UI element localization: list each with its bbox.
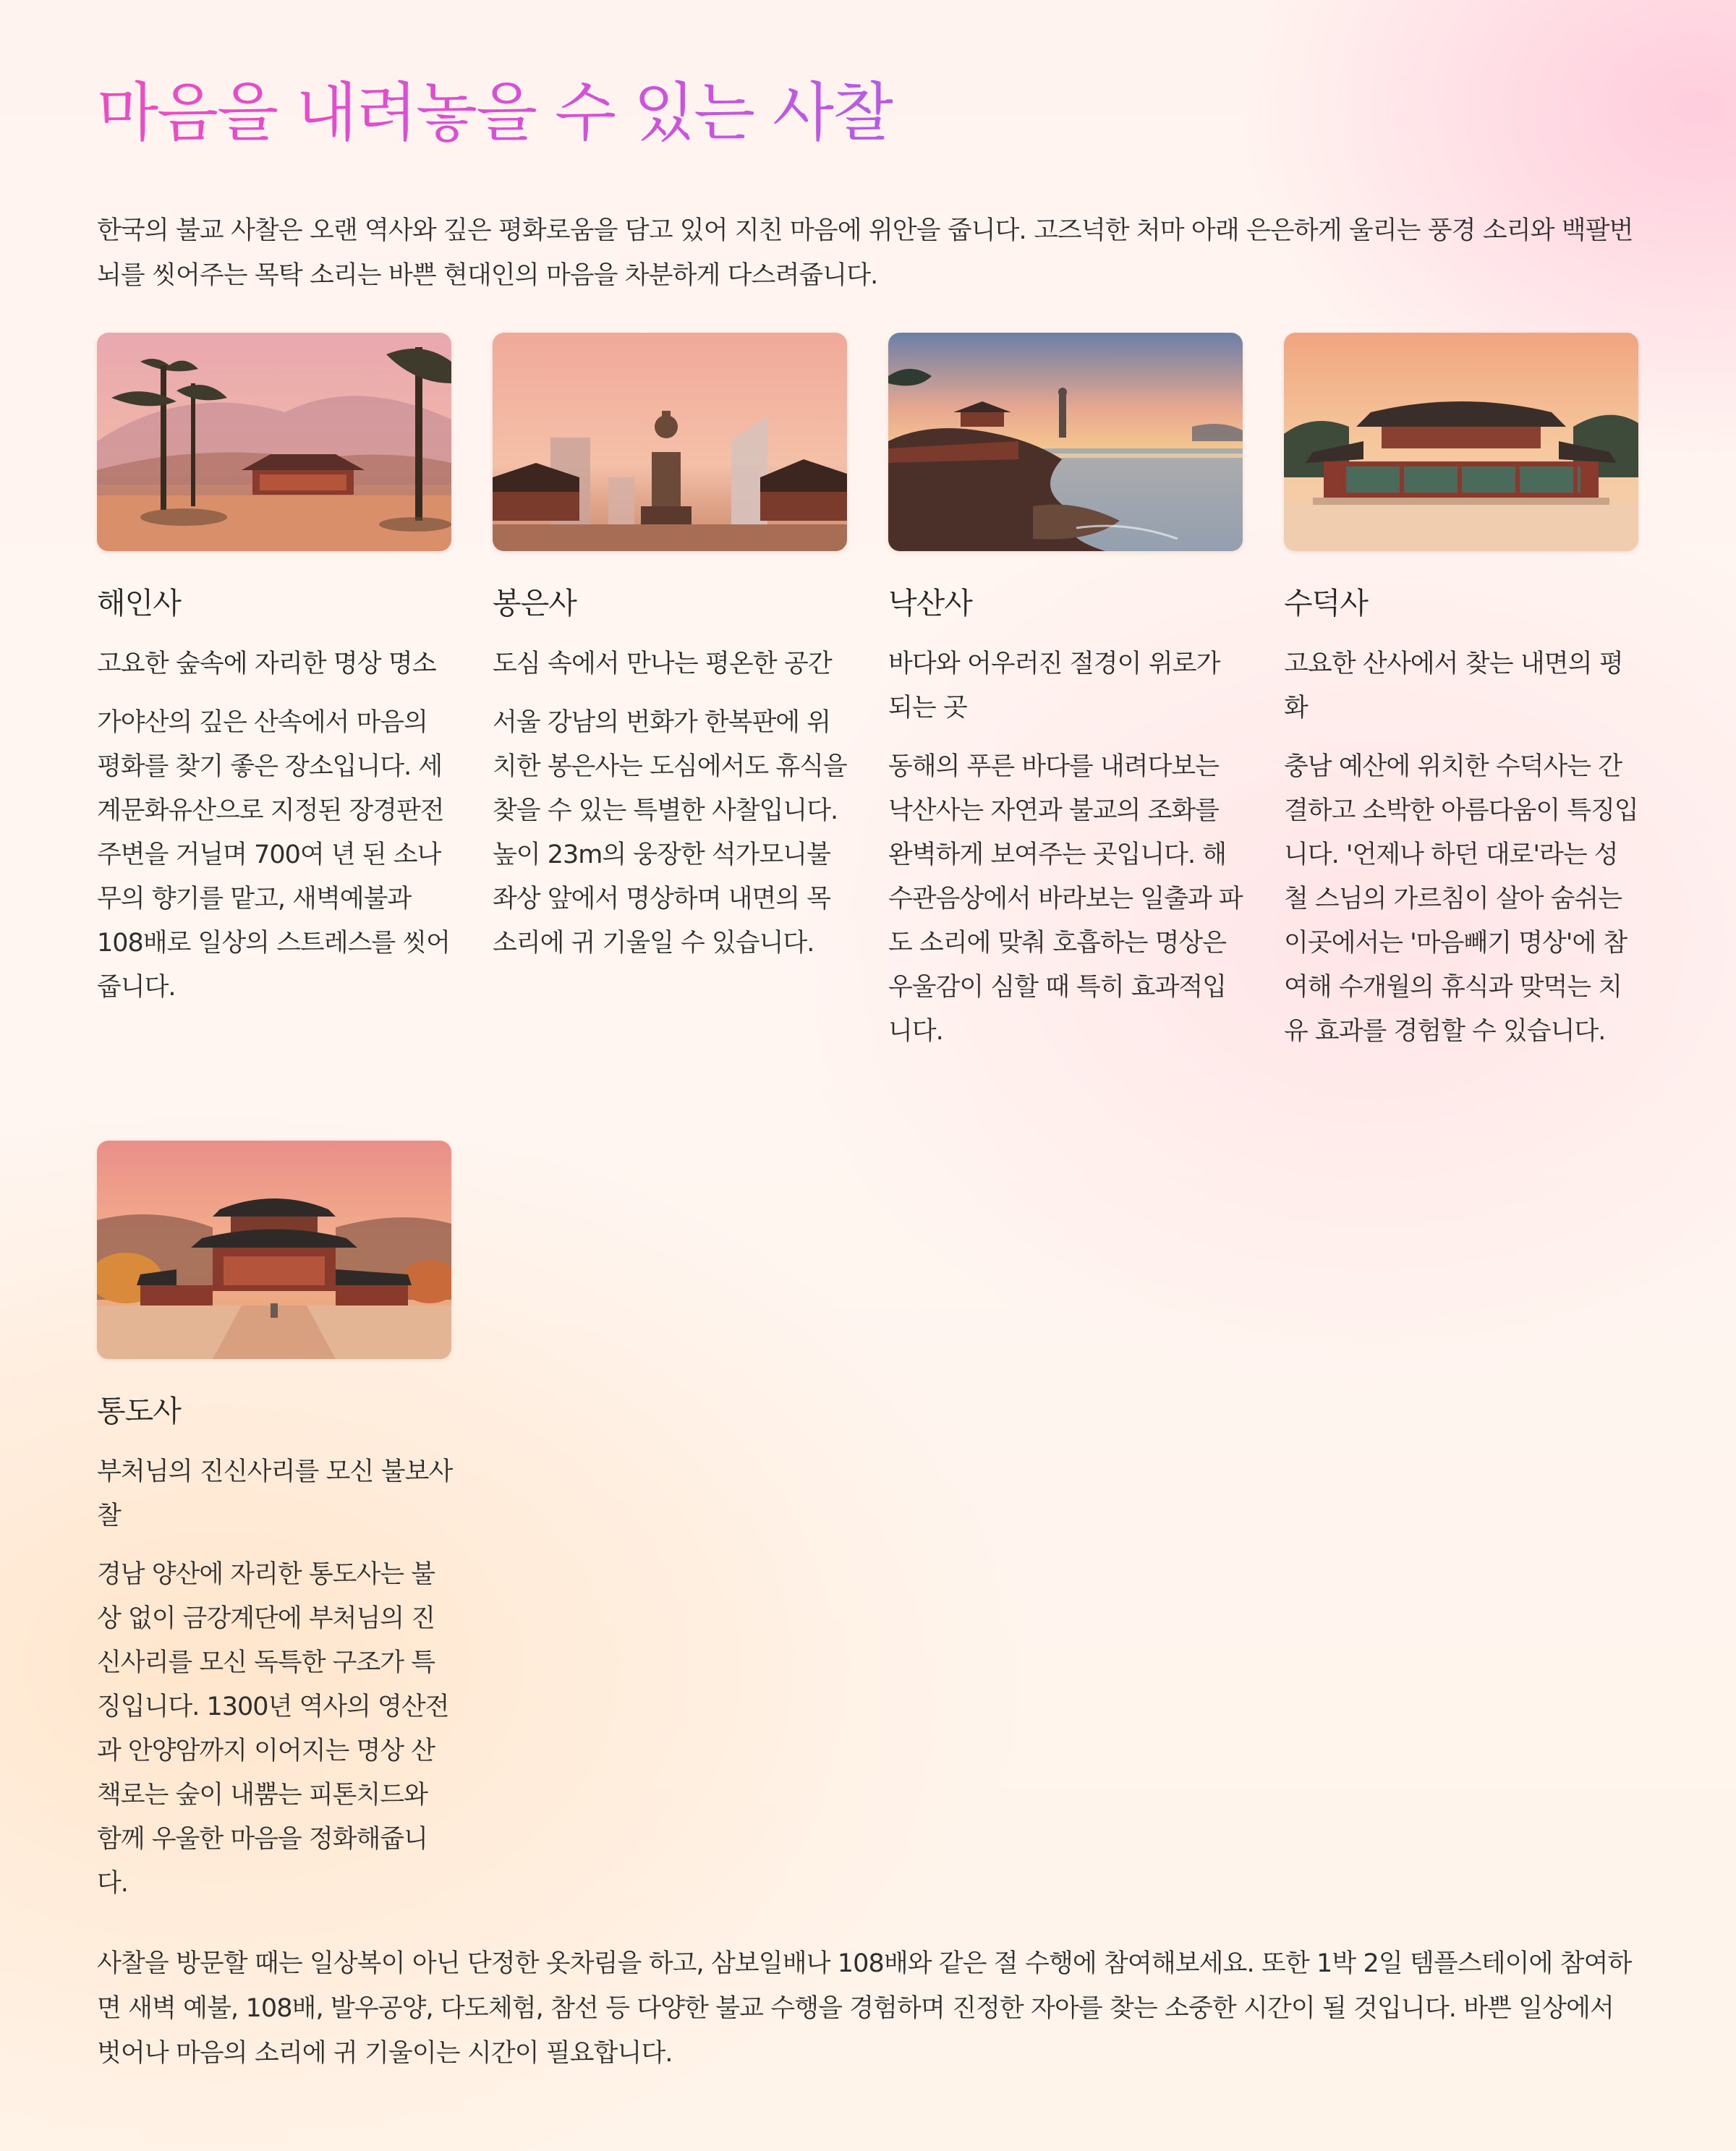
temple-card-tongdosa [97,1141,453,1906]
temple-name: 통도사 [97,1394,181,1428]
temple-subtitle: 부처님의 진신사리를 모신 불보사찰 [97,1457,453,1530]
temple-name: 해인사 [97,586,181,621]
temple-hall-photo [1284,333,1638,551]
city-buddha-statue-photo [493,333,847,551]
closing-paragraph: 사찰을 방문할 때는 일상복이 아닌 단정한 옷차림을 하고, 삼보일배나 108배와 같은 절 수행에 참여해보세요. 또한 1박 2일 템플스테이에 참여하면 새벽 예불, 108배, 발우공양, 다도체험, 참선 등 다양한 불교 수행을 경험하며 진정한 자아를 찾는 소중한 시간이 될 것입니다. 바쁜 일상에서 벗어나 마음의 소리에 귀 기울이는 시간이 필요합니다. [97,1949,1632,2068]
seaside-temple-sunrise-photo [888,333,1243,551]
temple-description: 경남 양산에 자리한 통도사는 불상 없이 금강계단에 부처님의 진신사리를 모신 독특한 구조가 특징입니다. 1300년 역사의 영산전과 안양암까지 이어지는 명상 산책로는 숲이 내뿜는 피톤치드와 함께 우울한 마음을 정화해줍니다. [97,1560,449,1898]
temple-card-sudeoksa [1284,333,1640,1054]
temple-card-bongeunsa [493,333,848,966]
temple-subtitle: 고요한 산사에서 찾는 내면의 평화 [1284,649,1623,723]
temple-forest-photo [97,333,451,551]
page-title: 마음을 내려놓을 수 있는 사찰 [97,69,893,156]
temple-description: 충남 예산에 위치한 수덕사는 간결하고 소박한 아름다움이 특징입니다. '언제나 하던 대로'라는 성철 스님의 가르침이 살아 숨쉬는 이곳에서는 '마음빼기 명상'에 참여해 수개월의 휴식과 맞먹는 치유 효과를 경험할 수 있습니다. [1284,752,1638,1046]
temple-card-haeinsa [97,333,453,1010]
temple-description: 가야산의 깊은 산속에서 마음의 평화를 찾기 좋은 장소입니다. 세계문화유산으로 지정된 장경판전 주변을 거닐며 700여 년 된 소나무의 향기를 맡고, 새벽예불과 108배로 일상의 스트레스를 씻어줍니다. [97,708,450,1002]
intro-paragraph: 한국의 불교 사찰은 오랜 역사와 깊은 평화로움을 담고 있어 지친 마음에 위안을 줍니다. 고즈넉한 처마 아래 은은하게 울리는 풍경 소리와 백팔번뇌를 씻어주는 목탁 소리는 바쁜 현대인의 마음을 차분하게 다스려줍니다. [97,216,1633,290]
temple-subtitle: 고요한 숲속에 자리한 명상 명소 [97,649,436,678]
temple-description: 동해의 푸른 바다를 내려다보는 낙산사는 자연과 불교의 조화를 완벽하게 보여주는 곳입니다. 해수관음상에서 바라보는 일출과 파도 소리에 맞춰 호흡하는 명상은 우울감이 심할 때 특히 효과적입니다. [888,752,1243,1046]
temple-subtitle: 바다와 어우러진 절경이 위로가 되는 곳 [888,649,1220,723]
temple-subtitle: 도심 속에서 만나는 평온한 공간 [493,649,832,678]
temple-pavilion-photo [97,1141,451,1359]
temple-name: 낙산사 [888,586,972,621]
temple-card-naksansa [888,333,1244,1054]
temple-name: 수덕사 [1284,586,1368,621]
temple-name: 봉은사 [493,586,576,621]
temple-description: 서울 강남의 번화가 한복판에 위치한 봉은사는 도심에서도 휴식을 찾을 수 있는 특별한 사찰입니다. 높이 23m의 웅장한 석가모니불 좌상 앞에서 명상하며 내면의 목소리에 귀 기울일 수 있습니다. [493,708,847,958]
